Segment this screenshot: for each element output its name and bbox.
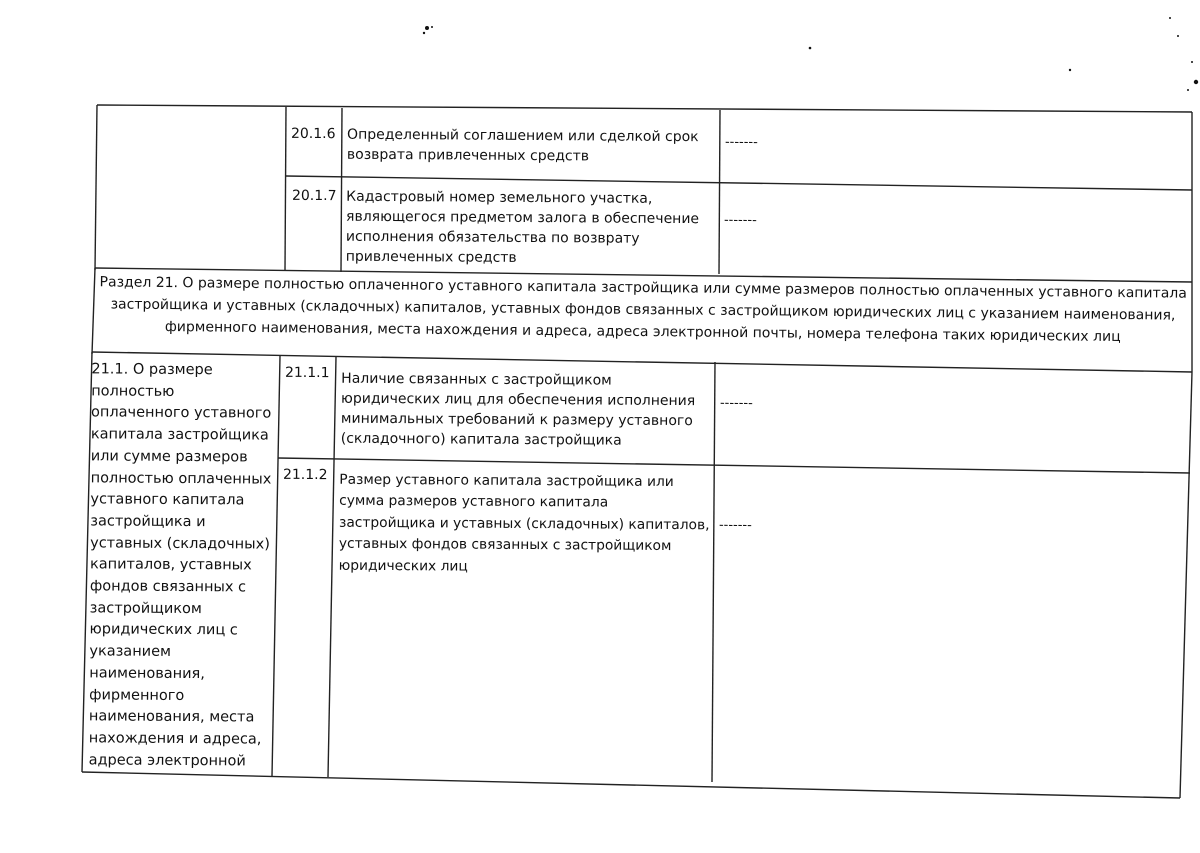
row-number-20-1-7: 20.1.7 bbox=[291, 187, 337, 205]
row-text-21-1-2: Размер уставного капитала застройщика или сумма размеров уставного капитала застройщика и уставных (складочных) капиталов, уставных фондов связанных с застройщиком юридических лиц bbox=[338, 471, 710, 575]
row-text-20-1-7: Кадастровый номер земельного участка, являющегося предметом залога в обеспечение исполнения обязательства по возврату привлеченных средств bbox=[345, 188, 700, 266]
row-number-21-1-2: 21.1.2 bbox=[282, 466, 328, 484]
row-value-20-1-6: ------- bbox=[724, 134, 758, 151]
group-21-1-title: 21.1. О размере полностью оплаченного уставного капитала застройщика или сумме размеров полностью оплаченных уставного капитала застройщика и уставных (складочных) капиталов, уставных фондов связанных с застройщиком юридических лиц с указанием наименования, фирменного наименования, места нахождения и адреса, адреса электронной bbox=[88, 361, 272, 770]
row-value-21-1-2: ------- bbox=[718, 517, 752, 534]
row-text-21-1-1: Наличие связанных с застройщиком юридических лиц для обеспечения исполнения минимальных требований к размеру уставного (складочного) капитала застройщика bbox=[340, 370, 696, 449]
row-number-20-1-6: 20.1.6 bbox=[290, 125, 336, 143]
row-text-20-1-6: Определенный соглашением или сделкой срок возврата привлеченных средств bbox=[346, 126, 699, 165]
scan-dots bbox=[423, 17, 1198, 91]
row-value-20-1-7: ------- bbox=[723, 212, 757, 229]
row-value-21-1-1: ------- bbox=[719, 395, 753, 412]
section-21-title: Раздел 21. О размере полностью оплаченного уставного капитала застройщика или сумме размеров полностью оплаченных уставного капитала застройщика и уставных (складочных) капиталов, уставных фондов связанных с застройщиком юридических лиц с указанием наименования, фирменного наименования, места нахождения и адреса, адреса электронной почты, номера телефона таких юридических лиц bbox=[99, 274, 1187, 346]
row-number-21-1-1: 21.1.1 bbox=[284, 364, 330, 382]
